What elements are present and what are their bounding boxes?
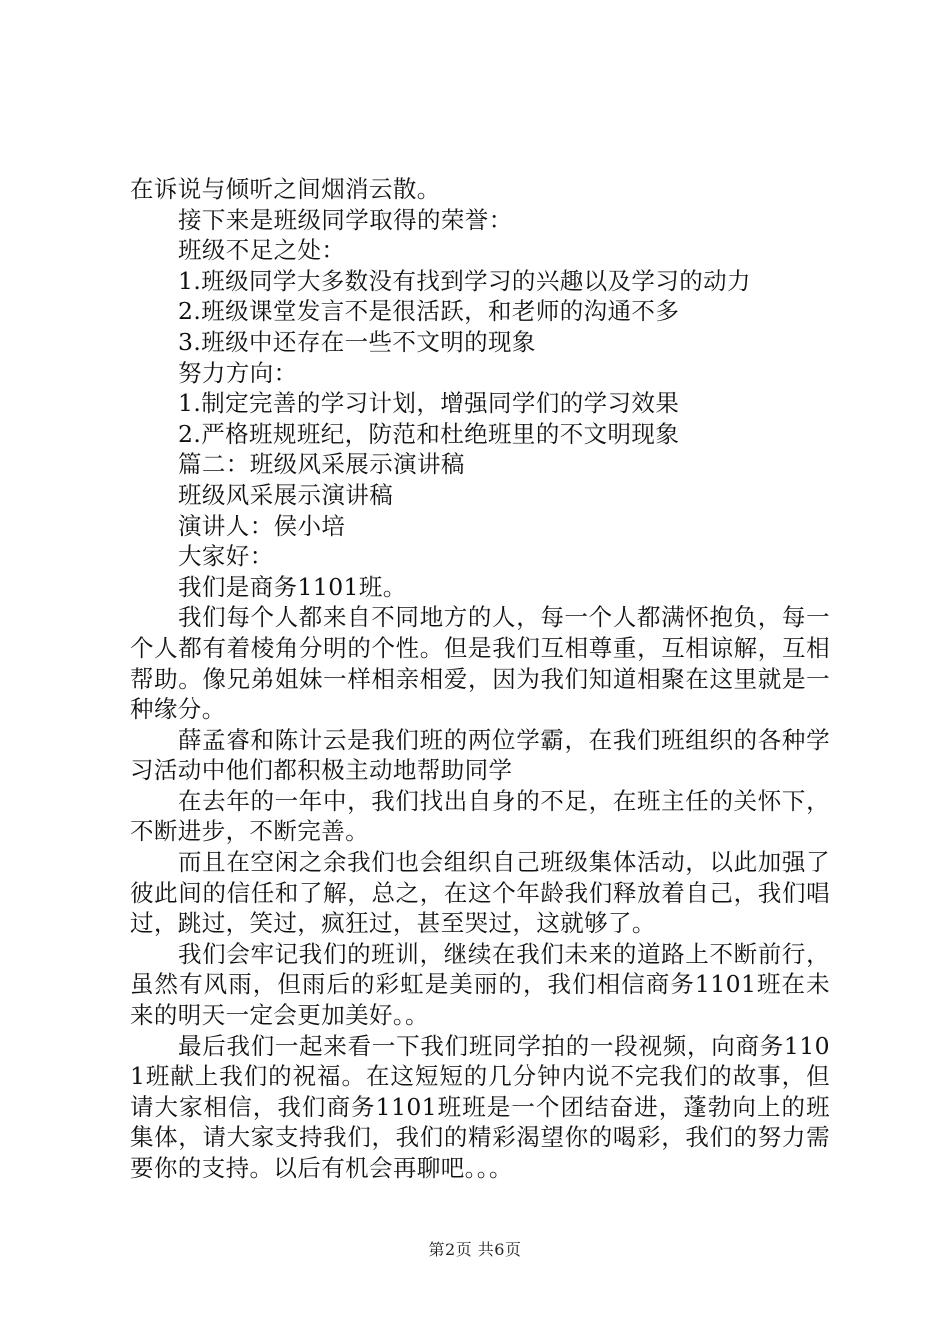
paragraph: 接下来是班级同学取得的荣誉： [178, 205, 513, 234]
list-item: 1.制定完善的学习计划，增强同学们的学习效果 [178, 389, 680, 418]
paragraph: 我们是商务1101班。 [178, 572, 407, 601]
speaker-line: 演讲人：侯小培 [178, 511, 346, 540]
greeting: 大家好： [178, 542, 274, 571]
paragraph: 在去年的一年中，我们找出自身的不足，在班主任的关怀下，不断进步，不断完善。 [130, 786, 830, 846]
section-heading: 努力方向： [178, 358, 298, 387]
paragraph: 而且在空闲之余我们也会组织自己班级集体活动，以此加强了彼此间的信任和了解，总之，在这个年龄我们释放着自己，我们唱过，跳过，笑过，疯狂过，甚至哭过，这就够了。 [130, 848, 830, 938]
chapter-heading: 篇二：班级风采展示演讲稿 [178, 450, 465, 479]
paragraph: 在诉说与倾听之间烟消云散。 [130, 175, 441, 203]
paragraph: 最后我们一起来看一下我们班同学拍的一段视频，向商务1101班献上我们的祝福。在这短短的几分钟内说不完我们的故事，但请大家相信，我们商务1101班班是一个团结奋进，蓬勃向上的班集体，请大家支持我们，我们的精彩渴望你的喝彩，我们的努力需要你的支持。以后有机会再聊吧。。。 [130, 1031, 830, 1182]
list-item: 3.班级中还存在一些不文明的现象 [178, 327, 536, 356]
page-number: 第2页 共6页 [428, 1240, 522, 1259]
list-item: 2.严格班规班纪，防范和杜绝班里的不文明现象 [178, 419, 680, 448]
speech-title: 班级风采展示演讲稿 [178, 480, 394, 509]
document-body [130, 174, 830, 1184]
section-heading: 班级不足之处： [178, 236, 346, 265]
paragraph: 我们会牢记我们的班训，继续在我们未来的道路上不断前行，虽然有风雨，但雨后的彩虹是美丽的，我们相信商务1101班在未来的明天一定会更加美好。。 [130, 939, 830, 1030]
list-item: 2.班级课堂发言不是很活跃，和老师的沟通不多 [178, 297, 680, 326]
list-item: 1.班级同学大多数没有找到学习的兴趣以及学习的动力 [178, 266, 751, 295]
paragraph: 薛孟睿和陈计云是我们班的两位学霸，在我们班组织的各种学习活动中他们都积极主动地帮助同学 [130, 725, 830, 785]
paragraph: 我们每个人都来自不同地方的人，每一个人都满怀抱负，每一个人都有着棱角分明的个性。但是我们互相尊重，互相谅解，互相帮助。像兄弟姐妹一样相亲相爱，因为我们知道相聚在这里就是一种缘分。 [130, 603, 830, 724]
